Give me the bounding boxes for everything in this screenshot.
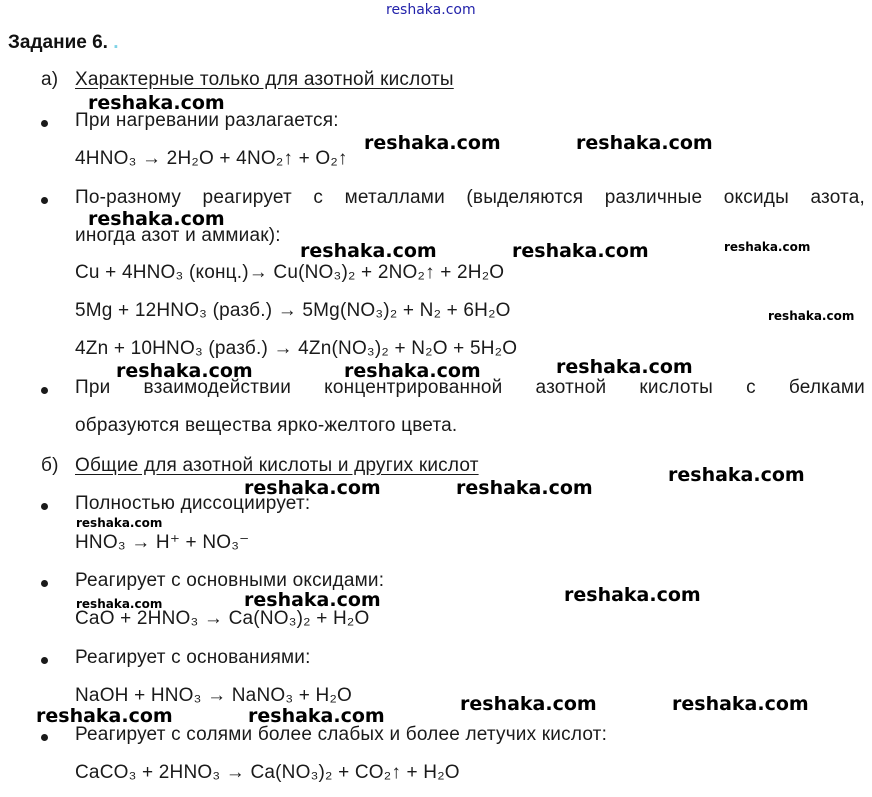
watermark: reshaka.com [88, 208, 225, 230]
header-watermark: reshaka.com [386, 2, 476, 18]
watermark: reshaka.com [88, 92, 225, 114]
b-bullet1-equation: HNO₃ → H⁺ + NO₃⁻ [75, 532, 250, 553]
watermark: reshaka.com [248, 705, 385, 727]
watermark: reshaka.com [364, 132, 501, 154]
watermark: reshaka.com [724, 240, 811, 254]
watermark: reshaka.com [300, 240, 437, 262]
word: реагирует [202, 187, 292, 208]
b-bullet3-equation: NaOH + HNO₃ → NaNO₃ + H₂O [75, 685, 353, 706]
watermark: reshaka.com [244, 589, 381, 611]
section-b-heading: Общие для азотной кислоты и других кислот [75, 455, 479, 476]
b-bullet2-text: Реагирует с основными оксидами: [75, 570, 385, 591]
bullet-dot [41, 120, 48, 127]
a-bullet3-line2: образуются вещества ярко-желтого цвета. [75, 415, 458, 436]
word: с [313, 187, 324, 208]
bullet-dot [41, 503, 48, 510]
bullet-dot [41, 657, 48, 664]
word: металлами [344, 187, 445, 208]
watermark: reshaka.com [556, 356, 693, 378]
a-bullet2-eq1: Cu + 4HNO₃ (конц.)→ Cu(NO₃)₂ + 2NO₂↑ + 2H₂O [75, 262, 505, 283]
word: с [746, 377, 756, 398]
word: различные [604, 187, 703, 208]
watermark: reshaka.com [512, 240, 649, 262]
watermark: reshaka.com [76, 516, 163, 530]
watermark: reshaka.com [576, 132, 713, 154]
b-bullet4-equation: CaCO₃ + 2HNO₃ → Ca(NO₃)₂ + CO₂↑ + H₂O [75, 762, 460, 783]
watermark: reshaka.com [76, 597, 163, 611]
a-bullet2-line1 [75, 187, 865, 209]
word: азота, [810, 187, 865, 208]
a-bullet1-equation: 4HNO₃ → 2H₂O + 4NO₂↑ + O₂↑ [75, 148, 348, 169]
a-bullet1-text: При нагревании разлагается: [75, 110, 339, 131]
word: азотной [535, 377, 607, 398]
a-bullet2-eq3: 4Zn + 10HNO₃ (разб.) → 4Zn(NO₃)₂ + N₂O + 5H₂O [75, 338, 518, 359]
b-bullet2-equation: CaO + 2HNO₃ → Ca(NO₃)₂ + H₂O [75, 608, 370, 629]
b-bullet3-text: Реагирует с основаниями: [75, 647, 311, 668]
word: По-разному [75, 187, 182, 208]
word: концентрированной [324, 377, 503, 398]
b-bullet1-text: Полностью диссоциирует: [75, 493, 311, 514]
watermark: reshaka.com [456, 477, 593, 499]
a-bullet2-eq2: 5Mg + 12HNO₃ (разб.) → 5Mg(NO₃)₂ + N₂ + 6H₂O [75, 300, 511, 321]
watermark: reshaka.com [768, 309, 855, 323]
watermark: reshaka.com [344, 360, 481, 382]
word: При [75, 377, 111, 398]
section-b-marker: б) [41, 455, 59, 476]
bullet-dot [41, 580, 48, 587]
watermark: reshaka.com [564, 584, 701, 606]
bullet-dot [41, 387, 48, 394]
watermark: reshaka.com [244, 477, 381, 499]
word: белками [788, 377, 865, 398]
section-a-marker: а) [41, 69, 59, 90]
word: оксиды [723, 187, 789, 208]
task-title [8, 32, 119, 54]
b-bullet4-text: Реагирует с солями более слабых и более летучих кислот: [75, 724, 608, 745]
section-a-heading: Характерные только для азотной кислоты [75, 69, 454, 90]
bullet-dot [41, 197, 48, 204]
a-bullet2-line2: иногда азот и аммиак): [75, 225, 281, 246]
task-title-text: Задание 6. [8, 32, 108, 53]
bullet-dot [41, 734, 48, 741]
word: кислоты [639, 377, 714, 398]
word: взаимодействии [143, 377, 292, 398]
watermark: reshaka.com [36, 705, 173, 727]
watermark: reshaka.com [460, 693, 597, 715]
word: (выделяются [466, 187, 584, 208]
watermark: reshaka.com [116, 360, 253, 382]
watermark: reshaka.com [672, 693, 809, 715]
decorative-dot: . [113, 32, 119, 53]
watermark: reshaka.com [668, 464, 805, 486]
